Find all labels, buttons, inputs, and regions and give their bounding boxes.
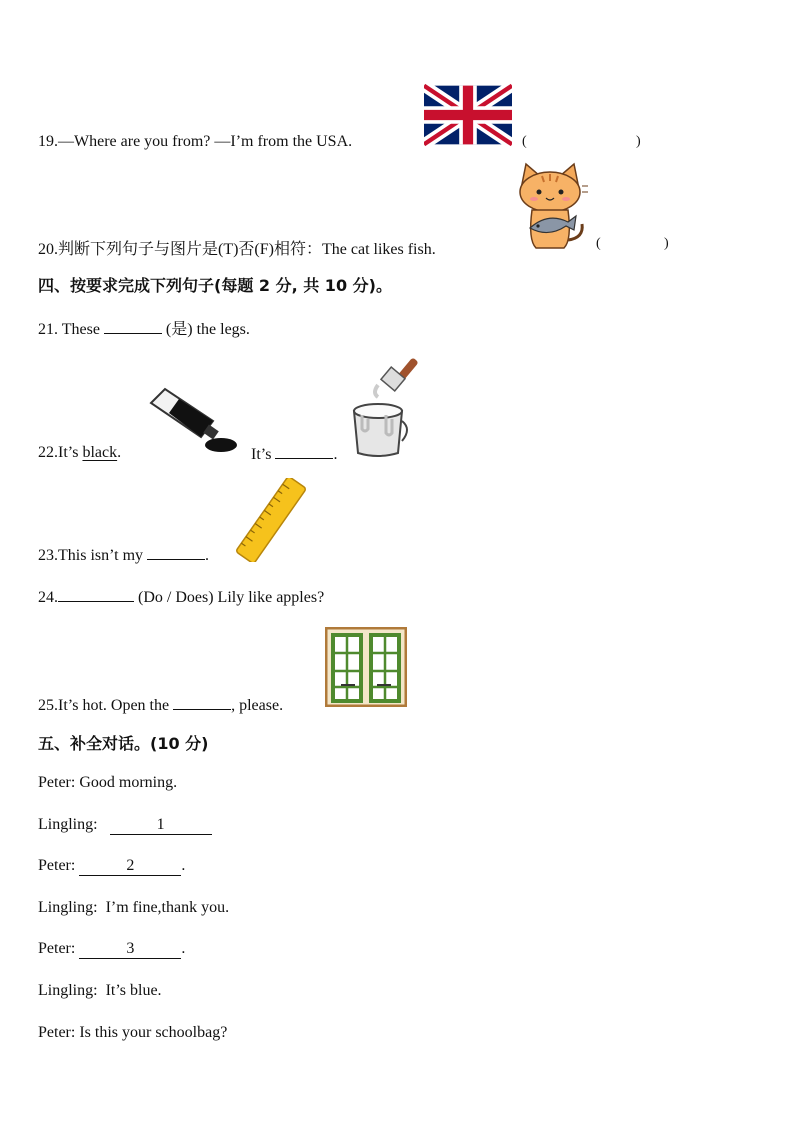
dialog-line xyxy=(38,816,212,835)
question-21-text-after: (是) the legs. xyxy=(161,321,250,338)
answer-blank[interactable] xyxy=(173,695,231,710)
answer-blank[interactable] xyxy=(275,444,333,459)
question-21 xyxy=(38,316,250,339)
speaker-name: Peter: xyxy=(38,857,76,874)
question-23 xyxy=(38,545,209,565)
question-25 xyxy=(38,695,283,715)
dialog-period: . xyxy=(181,857,186,874)
question-20 xyxy=(38,236,436,259)
question-22-second xyxy=(251,444,337,464)
section-4-heading: 四、按要求完成下列句子(每题 2 分, 共 10 分)。 xyxy=(38,276,392,295)
question-21-text: 21. These xyxy=(38,321,104,338)
white-paint-bucket-image xyxy=(348,355,426,459)
dialog-line xyxy=(38,982,162,1000)
ruler-image xyxy=(234,478,308,562)
answer-paren-open: ( xyxy=(596,236,601,251)
question-19 xyxy=(38,133,352,151)
question-22-second-text: It’s xyxy=(251,446,276,463)
underlined-word: black xyxy=(82,444,118,461)
question-22 xyxy=(38,444,121,462)
question-19-text: 19.—Where are you from? —I’m from the USA. xyxy=(38,133,353,150)
cat-with-fish-image xyxy=(512,162,588,252)
dialog-line xyxy=(38,1024,227,1042)
answer-blank[interactable] xyxy=(147,545,205,560)
answer-blank[interactable] xyxy=(104,319,162,334)
section-5-heading: 五、补全对话。(10 分) xyxy=(38,734,209,753)
answer-blank-3[interactable] xyxy=(79,940,181,959)
question-22-second-period: . xyxy=(333,446,338,463)
speaker-name: Peter: xyxy=(38,1024,76,1041)
answer-paren-open: ( xyxy=(522,134,527,149)
answer-blank-2[interactable] xyxy=(79,857,181,876)
speaker-name: Peter: xyxy=(38,774,76,791)
black-paint-tube-image xyxy=(143,385,241,455)
answer-paren-close: ) xyxy=(636,134,641,149)
speaker-name: Lingling: xyxy=(38,899,98,916)
question-24 xyxy=(38,587,324,607)
dialog-line xyxy=(38,857,185,876)
uk-flag-image xyxy=(424,83,512,147)
answer-paren-close: ) xyxy=(664,236,669,251)
dialog-text: I’m fine,thank you. xyxy=(105,899,230,916)
dialog-text: Is this your schoolbag? xyxy=(79,1024,228,1041)
blank-number: 2 xyxy=(126,857,135,874)
dialog-line xyxy=(38,899,229,917)
answer-blank-1[interactable] xyxy=(110,816,212,835)
blank-number: 3 xyxy=(126,940,135,957)
question-22-period: . xyxy=(117,444,122,461)
window-image xyxy=(325,627,407,707)
dialog-period: . xyxy=(181,940,186,957)
speaker-name: Lingling: xyxy=(38,816,98,833)
question-20-text: 20.判断下列句子与图片是(T)否(F)相符：The cat likes fish. xyxy=(38,241,436,258)
dialog-text: Good morning. xyxy=(79,774,178,791)
dialog-text: It’s blue. xyxy=(105,982,162,999)
dialog-line xyxy=(38,774,177,792)
answer-blank[interactable] xyxy=(58,587,134,602)
question-24-text: 24. xyxy=(38,589,58,606)
question-23-text: 23.This isn’t my xyxy=(38,547,148,564)
question-24-text-after: (Do / Does) Lily like apples? xyxy=(134,589,325,606)
question-23-period: . xyxy=(205,547,210,564)
question-25-text-after: , please. xyxy=(231,697,284,714)
question-22-text: 22.It’s xyxy=(38,444,83,461)
blank-number: 1 xyxy=(156,816,165,833)
dialog-line xyxy=(38,940,185,959)
question-25-text: 25.It’s hot. Open the xyxy=(38,697,174,714)
speaker-name: Peter: xyxy=(38,940,76,957)
speaker-name: Lingling: xyxy=(38,982,98,999)
